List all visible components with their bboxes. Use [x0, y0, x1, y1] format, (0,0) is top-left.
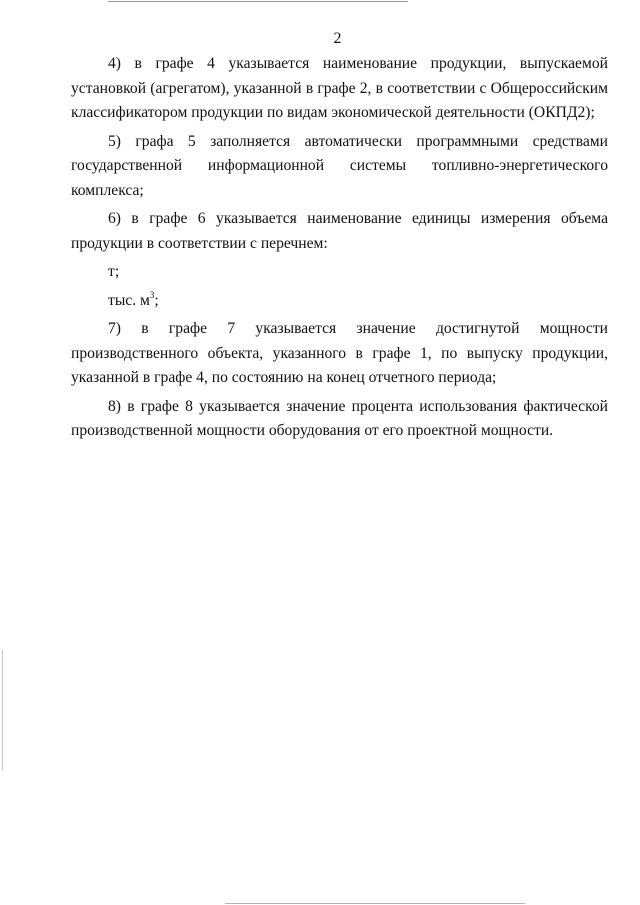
paragraph-item-7: 7) в графе 7 указывается значение достигнутой мощности производственного объекта, указанного в графе 1, по выпуску продукции, указанной в графе 4, по состоянию на конец отчетного периода;	[71, 320, 608, 386]
unit-superscript: 3	[149, 289, 155, 300]
page-number: 2	[333, 30, 342, 47]
paragraph-item-4: 4) в графе 4 указывается наименование продукции, выпускаемой установкой (агрегатом), указанной в графе 2, в соответствии с Общероссийским классификатором продукции по видам экономической деятельности (ОКПД2);	[71, 55, 608, 121]
scan-edge-bottom	[225, 903, 525, 904]
paragraph-item-5: 5) графа 5 заполняется автоматически программными средствами государственной информационной системы топливно-энергетического комплекса;	[71, 132, 608, 199]
scan-edge-top	[108, 1, 408, 2]
paragraph-item-8: 8) в графе 8 указывается значение процента использования фактической производственной мощности оборудования от его проектной мощности.	[71, 397, 608, 439]
unit-list-item-t: т;	[108, 263, 120, 280]
paragraph-item-6: 6) в графе 6 указывается наименование единицы измерения объема продукции в соответствии с перечнем:	[71, 210, 608, 252]
document-body	[71, 52, 608, 444]
unit-suffix: ;	[154, 291, 159, 309]
unit-list-item-cubic-meters	[71, 289, 608, 314]
scan-edge-left	[2, 650, 3, 770]
unit-text: тыс. м	[108, 291, 150, 309]
